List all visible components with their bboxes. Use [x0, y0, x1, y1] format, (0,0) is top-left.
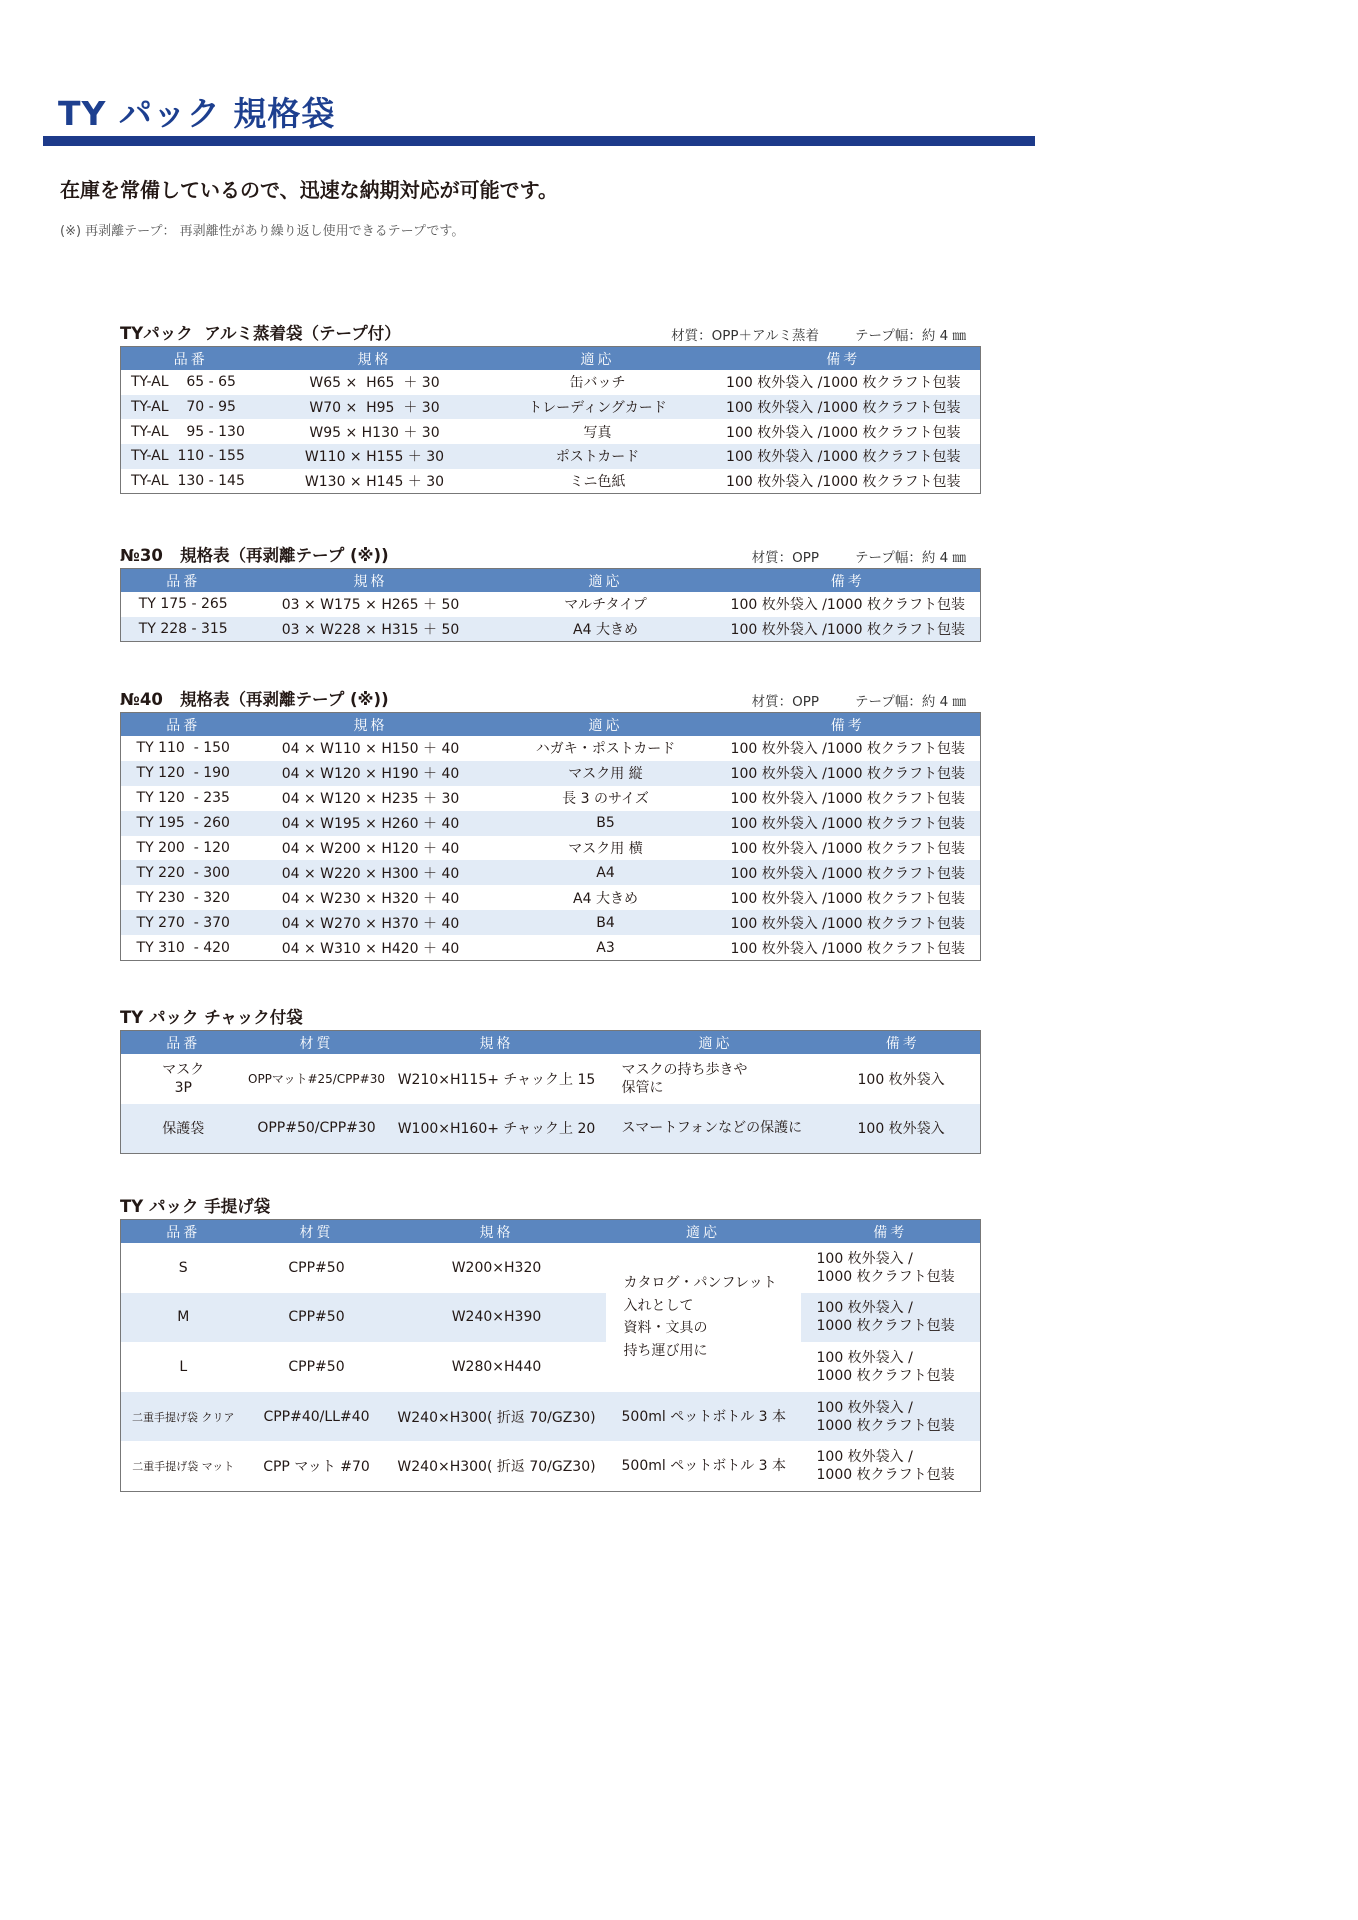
- cell-note: 100 枚外袋入: [826, 1104, 981, 1154]
- cell-use: マルチタイプ: [564, 597, 647, 614]
- cell-note: 100 枚外袋入 /1000 枚クラフト包装: [726, 424, 961, 441]
- cell-spec: 04 × W220 × H300 ＋ 40: [246, 860, 496, 885]
- cell-code: TY 195 - 260: [121, 811, 246, 836]
- cell-spec: W65 × H65 ＋ 30: [309, 375, 440, 392]
- cell-use: マスクの持ち歩きや 保管に: [621, 1061, 748, 1096]
- cell-note: 100 枚外袋入 /1000 枚クラフト包装: [730, 597, 965, 614]
- cell-spec: W240×H300( 折返 70/GZ30): [397, 1459, 596, 1476]
- page-title: TY パック 規格袋: [58, 94, 336, 133]
- cell-note: 100 枚外袋入 /1000 枚クラフト包装: [730, 791, 965, 808]
- cell-spec: 04 × W200 × H120 ＋ 40: [281, 841, 460, 857]
- section-meta: [752, 690, 966, 710]
- col-header: 備考: [716, 569, 981, 593]
- cell-code: TY 110 - 150: [136, 740, 230, 757]
- spec-table: [120, 712, 981, 961]
- table-row: [121, 761, 981, 786]
- cell-spec: W240×H300( 折返 70/GZ30): [388, 1392, 606, 1442]
- cell-code: TY 200 - 120: [136, 840, 230, 856]
- cell-note: 100 枚外袋入 /1000 枚クラフト包装: [707, 395, 981, 420]
- col-header: 材質: [246, 1220, 388, 1244]
- cell-use: スマートフォンなどの保護に: [606, 1104, 826, 1154]
- cell-code: L: [179, 1358, 188, 1375]
- material-label: 材質：OPP: [751, 550, 819, 566]
- cell-note: 100 枚外袋入 /1000 枚クラフト包装: [716, 761, 981, 786]
- cell-code: TY-AL 110 - 155: [121, 444, 261, 469]
- cell-code: 二重手提げ袋 クリア: [121, 1392, 246, 1442]
- table-row: [121, 1293, 981, 1343]
- cell-code: 二重手提げ袋 マット: [132, 1460, 235, 1474]
- table-row: [121, 736, 981, 761]
- cell-code: TY-AL 95 - 130: [131, 423, 245, 440]
- cell-code: TY 270 - 370: [121, 910, 246, 935]
- cell-note: 100 枚外袋入 / 1000 枚クラフト包装: [816, 1349, 955, 1384]
- cell-material: CPP#50: [288, 1358, 345, 1375]
- section-aluminum: [120, 324, 980, 494]
- cell-note: 100 枚外袋入 /1000 枚クラフト包装: [730, 890, 965, 907]
- cell-use: ポストカード: [489, 444, 707, 469]
- spec-table: [120, 1030, 981, 1154]
- cell-code: TY 230 - 320: [136, 889, 230, 906]
- cell-use-shared: カタログ・パンフレット 入れとして 資料・文具の 持ち運び用に: [606, 1243, 801, 1392]
- table-row: [121, 419, 981, 444]
- table-row: [121, 1342, 981, 1392]
- col-header: 備考: [801, 1220, 981, 1244]
- cell-note: 100 枚外袋入 /1000 枚クラフト包装: [726, 474, 961, 491]
- section-title: №30 規格表（再剥離テープ (※)): [120, 546, 389, 565]
- table-row: [121, 1392, 981, 1442]
- col-header: 備考: [716, 713, 981, 737]
- section-header: [120, 1197, 980, 1219]
- cell-use: トレーディングカード: [489, 395, 707, 420]
- col-header: 規格: [246, 569, 496, 593]
- cell-code: マスク 3P: [162, 1061, 205, 1096]
- spec-table: [120, 568, 981, 642]
- cell-use: A4 大きめ: [573, 890, 638, 907]
- cell-code: M: [121, 1293, 246, 1343]
- cell-spec: 04 × W270 × H370 ＋ 40: [246, 910, 496, 935]
- section-no30: [120, 546, 980, 642]
- section-header: [120, 690, 980, 712]
- col-header: 品番: [121, 569, 246, 593]
- cell-material: CPP マット #70: [263, 1459, 370, 1476]
- col-header: 適応: [489, 347, 707, 371]
- table-row: [121, 786, 981, 811]
- table-row: [121, 370, 981, 395]
- cell-material: CPP#50: [246, 1293, 388, 1343]
- cell-code: TY-AL 130 - 145: [131, 473, 245, 490]
- material-label: 材質：OPP: [751, 694, 819, 710]
- section-header: [120, 546, 980, 568]
- cell-note: 100 枚外袋入 /1000 枚クラフト包装: [730, 741, 965, 758]
- table-header-row: [121, 1220, 981, 1244]
- table-row: [121, 469, 981, 494]
- tape-note: (※) 再剥離テープ： 再剥離性があり繰り返し使用できるテープです。: [60, 224, 465, 239]
- cell-note: 100 枚外袋入 /1000 枚クラフト包装: [730, 940, 965, 957]
- cell-use: マスク用 横: [568, 841, 643, 857]
- cell-note: 100 枚外袋入 / 1000 枚クラフト包装: [816, 1250, 955, 1285]
- table-row: [121, 395, 981, 420]
- tape-width-label: テープ幅：約 4 ㎜: [855, 694, 966, 710]
- title-rule: [43, 136, 1035, 146]
- cell-note: 100 枚外袋入 /1000 枚クラフト包装: [726, 375, 961, 392]
- cell-use: マスク用 縦: [496, 761, 716, 786]
- table-row: [121, 811, 981, 836]
- cell-spec: W240×H390: [388, 1293, 606, 1343]
- cell-spec: W280×H440: [451, 1358, 542, 1375]
- col-header: 適応: [606, 1220, 801, 1244]
- cell-note: 100 枚外袋入 / 1000 枚クラフト包装: [801, 1392, 981, 1442]
- cell-spec: W110 × H155 ＋ 30: [261, 444, 489, 469]
- cell-note: 100 枚外袋入 /1000 枚クラフト包装: [716, 617, 981, 642]
- table-header-row: [121, 713, 981, 737]
- cell-material: CPP#40/LL#40: [246, 1392, 388, 1442]
- cell-spec: W70 × H95 ＋ 30: [261, 395, 489, 420]
- col-header: 品番: [121, 713, 246, 737]
- section-title: TY パック チャック付袋: [120, 1008, 303, 1027]
- cell-code: TY-AL 65 - 65: [131, 374, 236, 391]
- cell-use: 缶バッチ: [569, 375, 626, 392]
- spec-table: [120, 1219, 981, 1492]
- material-label: 材質：OPP＋アルミ蒸着: [671, 328, 819, 344]
- cell-note: 100 枚外袋入 / 1000 枚クラフト包装: [816, 1449, 955, 1484]
- table-row: [121, 1054, 981, 1104]
- section-header: [120, 324, 980, 346]
- cell-note: 100 枚外袋入 /1000 枚クラフト包装: [707, 444, 981, 469]
- cell-code: TY 120 - 190: [121, 761, 246, 786]
- col-header: 品番: [121, 347, 261, 371]
- cell-note: 100 枚外袋入 /1000 枚クラフト包装: [716, 910, 981, 935]
- cell-code: TY 220 - 300: [121, 860, 246, 885]
- cell-use: ハガキ・ポストカード: [535, 741, 676, 758]
- cell-spec: W200×H320: [451, 1259, 542, 1276]
- col-header: 適応: [606, 1031, 826, 1055]
- col-header: 規格: [388, 1220, 606, 1244]
- col-header: 規格: [388, 1031, 606, 1055]
- cell-note: 100 枚外袋入 /1000 枚クラフト包装: [716, 860, 981, 885]
- col-header: 品番: [121, 1220, 246, 1244]
- table-row: [121, 860, 981, 885]
- cell-use: ミニ色紙: [569, 474, 626, 491]
- table-row: [121, 885, 981, 910]
- cell-use: B5: [496, 811, 716, 836]
- table-row: [121, 935, 981, 960]
- table-row: [121, 444, 981, 469]
- cell-spec: W210×H115+ チャック上 15: [397, 1071, 596, 1088]
- cell-code: TY 228 - 315: [121, 617, 246, 642]
- tape-width-label: テープ幅：約 4 ㎜: [855, 328, 966, 344]
- cell-use: 写真: [583, 424, 612, 441]
- cell-code: S: [178, 1259, 188, 1276]
- spec-table: [120, 346, 981, 494]
- cell-code: TY 175 - 265: [138, 596, 228, 613]
- section-handle-bag: [120, 1197, 980, 1492]
- table-header-row: [121, 1031, 981, 1055]
- cell-code: TY-AL 70 - 95: [121, 395, 261, 420]
- col-header: 規格: [246, 713, 496, 737]
- cell-material: CPP#50: [288, 1259, 345, 1276]
- cell-use: A3: [596, 939, 615, 956]
- table-row: [121, 910, 981, 935]
- cell-note: 100 枚外袋入: [857, 1071, 945, 1088]
- col-header: 備考: [707, 347, 981, 371]
- section-title: TYパック アルミ蒸着袋（テープ付）: [120, 324, 401, 343]
- cell-spec: 04 × W120 × H190 ＋ 40: [246, 761, 496, 786]
- cell-spec: 03 × W228 × H315 ＋ 50: [246, 617, 496, 642]
- cell-use: A4 大きめ: [496, 617, 716, 642]
- lead-text: 在庫を常備しているので、迅速な納期対応が可能です。: [60, 178, 558, 202]
- table-row: [121, 617, 981, 642]
- tape-width-label: テープ幅：約 4 ㎜: [855, 550, 966, 566]
- section-meta: [752, 546, 966, 566]
- col-header: 備考: [826, 1031, 981, 1055]
- section-zipper: [120, 1008, 980, 1154]
- cell-code: 保護袋: [121, 1104, 246, 1154]
- table-row: [121, 1243, 981, 1293]
- section-no40: [120, 690, 980, 961]
- cell-use: 500ml ペットボトル 3 本: [621, 1458, 787, 1475]
- cell-code: TY 310 - 420: [136, 939, 230, 956]
- table-row: [121, 836, 981, 861]
- cell-note: 100 枚外袋入 / 1000 枚クラフト包装: [801, 1293, 981, 1343]
- section-title: №40 規格表（再剥離テープ (※)): [120, 690, 389, 709]
- cell-spec: W130 × H145 ＋ 30: [304, 474, 445, 491]
- col-header: 適応: [496, 713, 716, 737]
- cell-spec: 04 × W310 × H420 ＋ 40: [281, 940, 460, 957]
- table-row: [121, 1104, 981, 1154]
- cell-spec: 04 × W110 × H150 ＋ 40: [281, 741, 460, 758]
- col-header: 材質: [246, 1031, 388, 1055]
- table-row: [121, 592, 981, 617]
- table-row: [121, 1441, 981, 1491]
- table-header-row: [121, 569, 981, 593]
- cell-material: OPPマット#25/CPP#30: [248, 1072, 385, 1087]
- section-header: [120, 1008, 980, 1030]
- cell-use: 500ml ペットボトル 3 本: [606, 1392, 801, 1442]
- section-meta: [671, 324, 966, 344]
- cell-use: B4: [496, 910, 716, 935]
- cell-spec: 04 × W230 × H320 ＋ 40: [281, 890, 460, 907]
- cell-note: 100 枚外袋入 /1000 枚クラフト包装: [730, 841, 965, 857]
- cell-spec: 04 × W195 × H260 ＋ 40: [246, 811, 496, 836]
- table-header-row: [121, 347, 981, 371]
- cell-use: A4: [496, 860, 716, 885]
- col-header: 品番: [121, 1031, 246, 1055]
- col-header: 適応: [496, 569, 716, 593]
- col-header: 規格: [261, 347, 489, 371]
- cell-code: TY 120 - 235: [136, 790, 230, 807]
- cell-note: 100 枚外袋入 /1000 枚クラフト包装: [716, 811, 981, 836]
- cell-spec: 04 × W120 × H235 ＋ 30: [281, 791, 460, 808]
- cell-spec: W100×H160+ チャック上 20: [388, 1104, 606, 1154]
- cell-spec: W95 × H130 ＋ 30: [309, 424, 440, 441]
- cell-material: OPP#50/CPP#30: [246, 1104, 388, 1154]
- cell-use: 長 3 のサイズ: [562, 791, 649, 808]
- section-title: TY パック 手提げ袋: [120, 1197, 271, 1216]
- cell-spec: 03 × W175 × H265 ＋ 50: [281, 597, 460, 614]
